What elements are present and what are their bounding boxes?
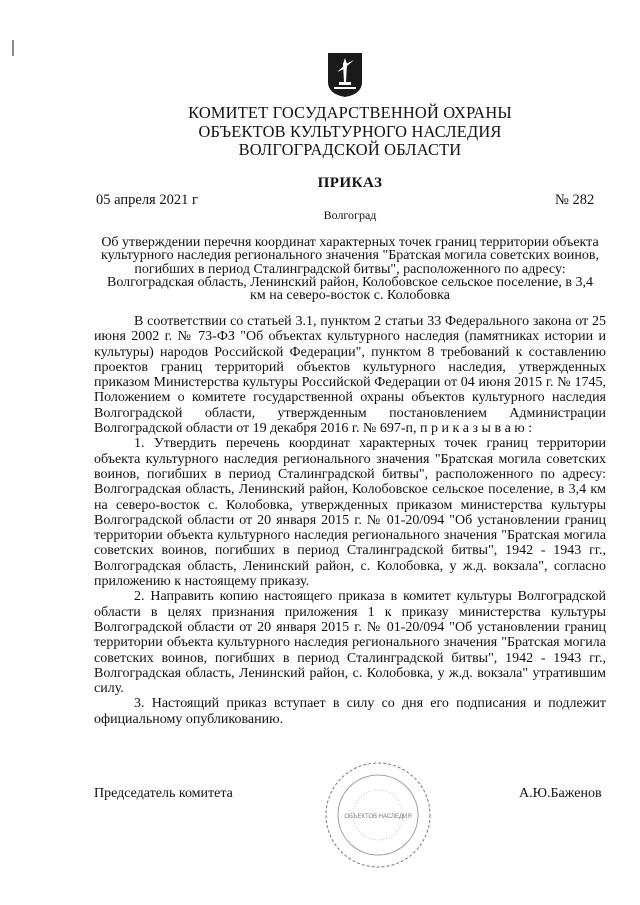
signer-name: А.Ю.Баженов bbox=[519, 786, 602, 801]
signer-position: Председатель комитета bbox=[94, 786, 233, 801]
scan-edge-mark bbox=[12, 40, 14, 56]
item-3-paragraph: 3. Настоящий приказ вступает в силу со дня его подписания и подлежит официальному опубликованию. bbox=[94, 696, 606, 727]
order-date: 05 апреля 2021 г bbox=[96, 192, 198, 208]
org-line-3: ВОЛГОГРАДСКОЙ ОБЛАСТИ bbox=[238, 140, 462, 159]
order-subject: Об утверждении перечня координат характерных точек границ территории объекта культурного наследия регионального значения "Братская могила советских воинов, погибших в период Сталинградской битвы", расположенного по адресу: Волгоградская область, Ленинский район, Колобовское сельское поселение, в 3,4 км на северо-восток с. Колобовка bbox=[100, 235, 600, 304]
coat-of-arms-icon bbox=[327, 52, 363, 98]
org-line-2: ОБЪЕКТОВ КУЛЬТУРНОГО НАСЛЕДИЯ bbox=[198, 121, 502, 141]
order-city: Волгоград bbox=[323, 208, 377, 222]
order-body bbox=[94, 314, 606, 727]
item-1-paragraph: 1. Утвердить перечень координат характерных точек границ территории объекта культурного наследия регионального значения "Братская могила советских воинов, погибших в период Сталинградской битвы", расположенного по адресу: Волгоградская область, Ленинский район, Колобовское сельское поселение, в 3,4 км на северо-восток с. Колобовка, утвержденных приказом министерства культуры Волгоградской области от 20 января 2015 г. № 01-20/094 "Об установлении границ территории объекта культурного наследия регионального значения "Братская могила советских воинов, погибших в период Сталинградской битвы", 1942 - 1943 гг., Волгоградская область, Ленинский район, с. Колобовка, у ж.д. вокзала", согласно приложению к настоящему приказу. bbox=[94, 436, 606, 590]
organization-header bbox=[0, 104, 640, 160]
seal-text: ОБЪЕКТОВ НАСЛЕДИЯ bbox=[344, 814, 412, 820]
item-2-paragraph: 2. Направить копию настоящего приказа в комитет культуры Волгоградской области в целях признания приложения 1 к приказу министерства культуры Волгоградской области от 20 января 2015 г. № 01-20/094 "Об установлении границ территории объекта культурного наследия регионального значения "Братская могила советских воинов, погибших в период Сталинградской битвы", 1942 - 1943 гг., Волгоградская область, Ленинский район, с. Колобовка, у ж.д. вокзала" утратившим силу. bbox=[94, 589, 606, 697]
org-line-1: КОМИТЕТ ГОСУДАРСТВЕННОЙ ОХРАНЫ bbox=[188, 103, 512, 122]
order-title: ПРИКАЗ bbox=[317, 175, 383, 191]
preamble-paragraph: В соответствии со статьей 3.1, пунктом 2 статьи 33 Федерального закона от 25 июня 2002 г. № 73-ФЗ "Об объектах культурного наследия (памятниках истории и культуры) народов Российской Федерации", пунктом 8 требований к составлению проектов границ территорий объектов культурного наследия, утвержденных приказом Министерства культуры Российской Федерации от 04 июня 2015 г. № 1745, Положением о комитете государственной охраны объектов культурного наследия Волгоградской области, утвержденным постановлением Администрации Волгоградской области от 19 декабря 2016 г. № 697-п, п р и к а з ы в а ю : bbox=[94, 314, 606, 437]
official-seal-icon bbox=[323, 760, 433, 870]
order-number: № 282 bbox=[555, 192, 595, 208]
